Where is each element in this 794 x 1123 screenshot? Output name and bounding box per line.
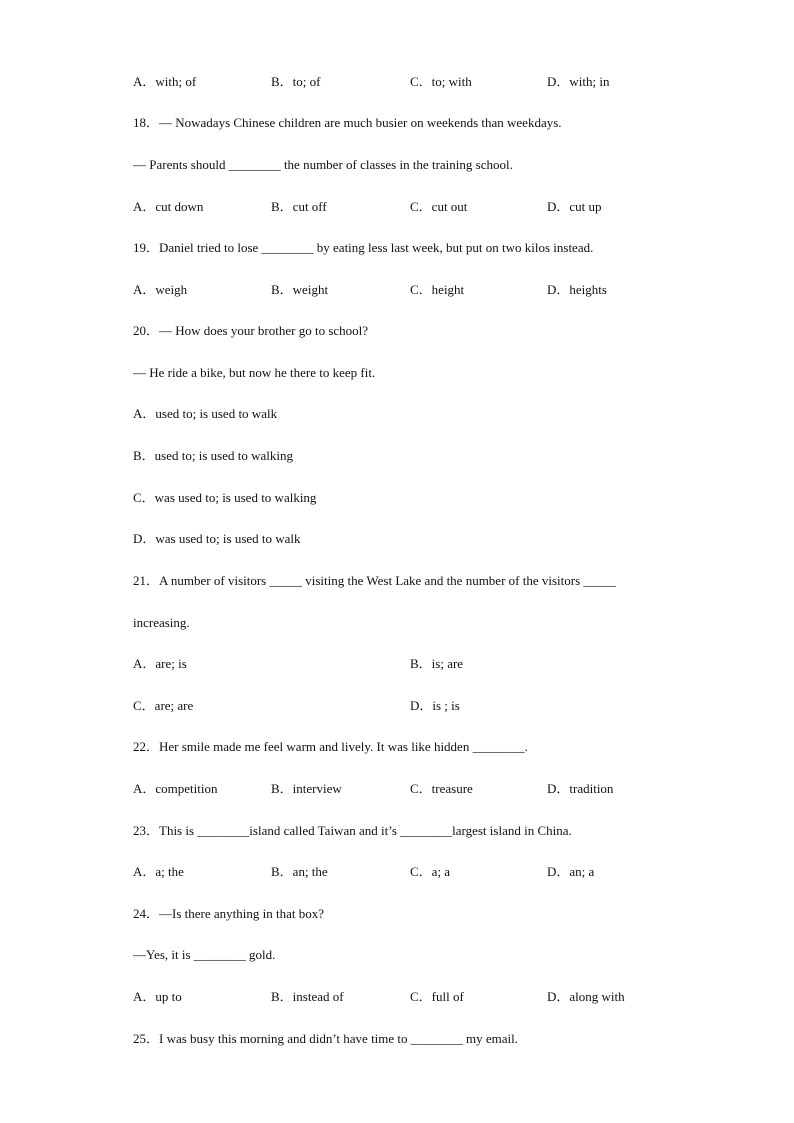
q17-option-b: B．to; of [271,74,321,89]
q19-stem: 19．Daniel tried to lose ________ by eating less last week, but put on two kilos instead. [133,240,594,255]
q23-option-b: B．an; the [271,864,328,879]
q24-option-b: B．instead of [271,989,344,1004]
q21-option-b: B．is; are [410,656,464,671]
q25-stem: 25．I was busy this morning and didn’t have time to ________ my email. [133,1031,519,1046]
q22-option-d: D．tradition [547,781,614,796]
q20-stem-line-2: — He ride a bike, but now he there to keep fit. [133,365,376,380]
q19-option-b: B．weight [271,282,329,297]
q23-stem: 23．This is ________island called Taiwan and it’s ________largest island in China. [133,823,572,838]
q23-option-d: D．an; a [547,864,595,879]
q20-stem-line-1: 20．— How does your brother go to school? [133,323,369,338]
q17-option-d: D．with; in [547,74,610,89]
q21-option-c: C．are; are [133,698,194,713]
q20-option-d: D．was used to; is used to walk [133,531,301,546]
q20-option-b: B．used to; is used to walking [133,448,293,463]
q24-stem-line-1: 24．—Is there anything in that box? [133,906,324,921]
q19-option-c: C．height [410,282,465,297]
q22-option-a: A．competition [133,781,218,796]
q20-option-c: C．was used to; is used to walking [133,490,317,505]
q22-option-c: C．treasure [410,781,473,796]
q22-stem: 22．Her smile made me feel warm and lively. It was like hidden ________. [133,739,528,754]
q19-option-a: A．weigh [133,282,188,297]
q23-option-a: A．a; the [133,864,184,879]
q18-option-a: A．cut down [133,199,204,214]
q17-option-a: A．with; of [133,74,197,89]
q21-stem-line-1: 21．A number of visitors _____ visiting the West Lake and the number of the visitors _____ [133,573,616,588]
q18-stem-line-2: — Parents should ________ the number of classes in the training school. [133,157,513,172]
q23-option-c: C．a; a [410,864,451,879]
q20-option-a: A．used to; is used to walk [133,406,278,421]
q21-stem-line-2: increasing. [133,615,190,630]
q22-option-b: B．interview [271,781,342,796]
q24-option-d: D．along with [547,989,625,1004]
q24-option-c: C．full of [410,989,464,1004]
q18-option-c: C．cut out [410,199,468,214]
q24-option-a: A．up to [133,989,182,1004]
q18-option-d: D．cut up [547,199,602,214]
q19-option-d: D．heights [547,282,607,297]
q24-stem-line-2: —Yes, it is ________ gold. [133,947,276,962]
q21-option-d: D．is ; is [410,698,460,713]
q18-option-b: B．cut off [271,199,327,214]
q18-stem-line-1: 18．— Nowadays Chinese children are much busier on weekends than weekdays. [133,115,562,130]
q21-option-a: A．are; is [133,656,187,671]
q17-option-c: C．to; with [410,74,472,89]
